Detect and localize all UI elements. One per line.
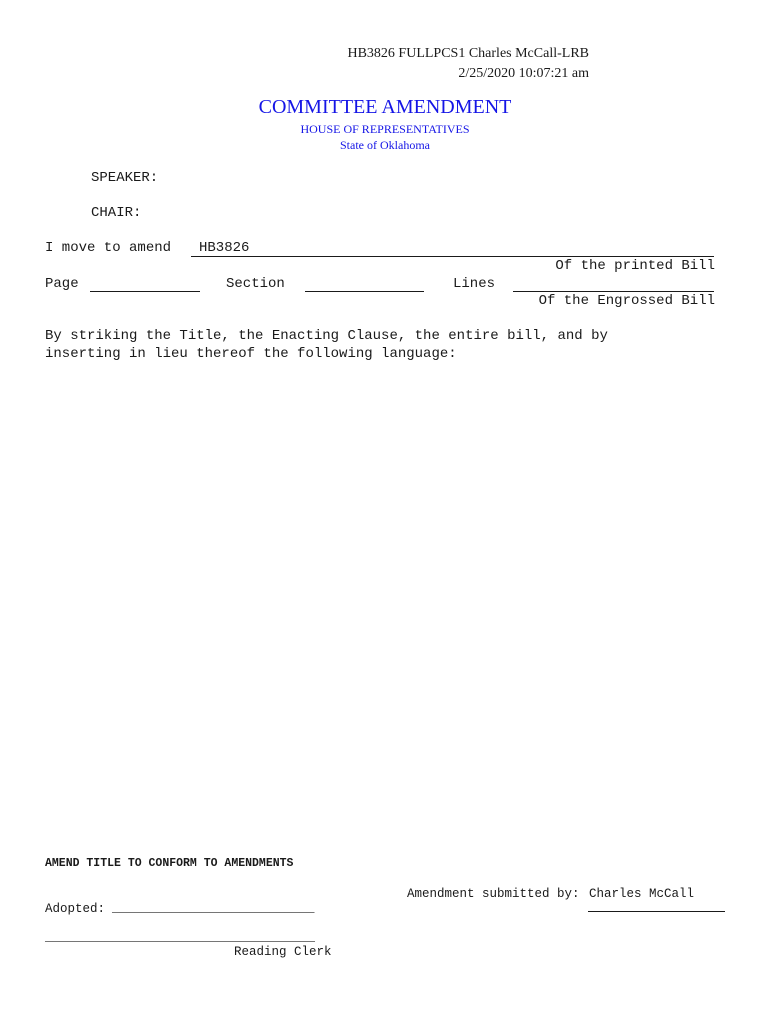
state-name: State of Oklahoma [340,138,430,152]
page-title: COMMITTEE AMENDMENT [258,96,512,118]
amendment-text-line-2: inserting in lieu thereof the following language: [45,346,457,362]
bill-number-line [191,256,714,257]
submitted-by-label: Amendment submitted by: [407,887,580,901]
submitted-signature-line [588,911,725,912]
bill-number-value: HB3826 [199,240,250,256]
printed-bill-label: Of the printed Bill [555,258,715,274]
speaker-label: SPEAKER: [91,170,159,186]
chamber-name: HOUSE OF REPRESENTATIVES [300,122,470,136]
page-label: Page [45,276,79,292]
adopted-blank: ___________________________ [112,901,315,915]
document-id: HB3826 FULLPCS1 Charles McCall-LRB [347,46,589,61]
adopted-label: Adopted: [45,902,106,916]
reading-clerk-label: Reading Clerk [234,945,332,959]
chair-label: CHAIR: [91,205,142,221]
move-to-amend-label: I move to amend [45,240,172,256]
submitted-by-name: Charles McCall [589,887,695,901]
amendment-text-line-1: By striking the Title, the Enacting Clause, the entire bill, and by [45,328,608,344]
engrossed-bill-label: Of the Engrossed Bill [538,293,715,309]
lines-field-line [513,291,714,292]
section-field-line [305,291,424,292]
clerk-signature-line: ____________________________________ [45,930,316,944]
section-label: Section [226,276,285,292]
lines-label: Lines [453,276,496,292]
amend-title-heading: AMEND TITLE TO CONFORM TO AMENDMENTS [45,857,294,870]
document-timestamp: 2/25/2020 10:07:21 am [458,66,589,81]
page-field-line [90,291,200,292]
